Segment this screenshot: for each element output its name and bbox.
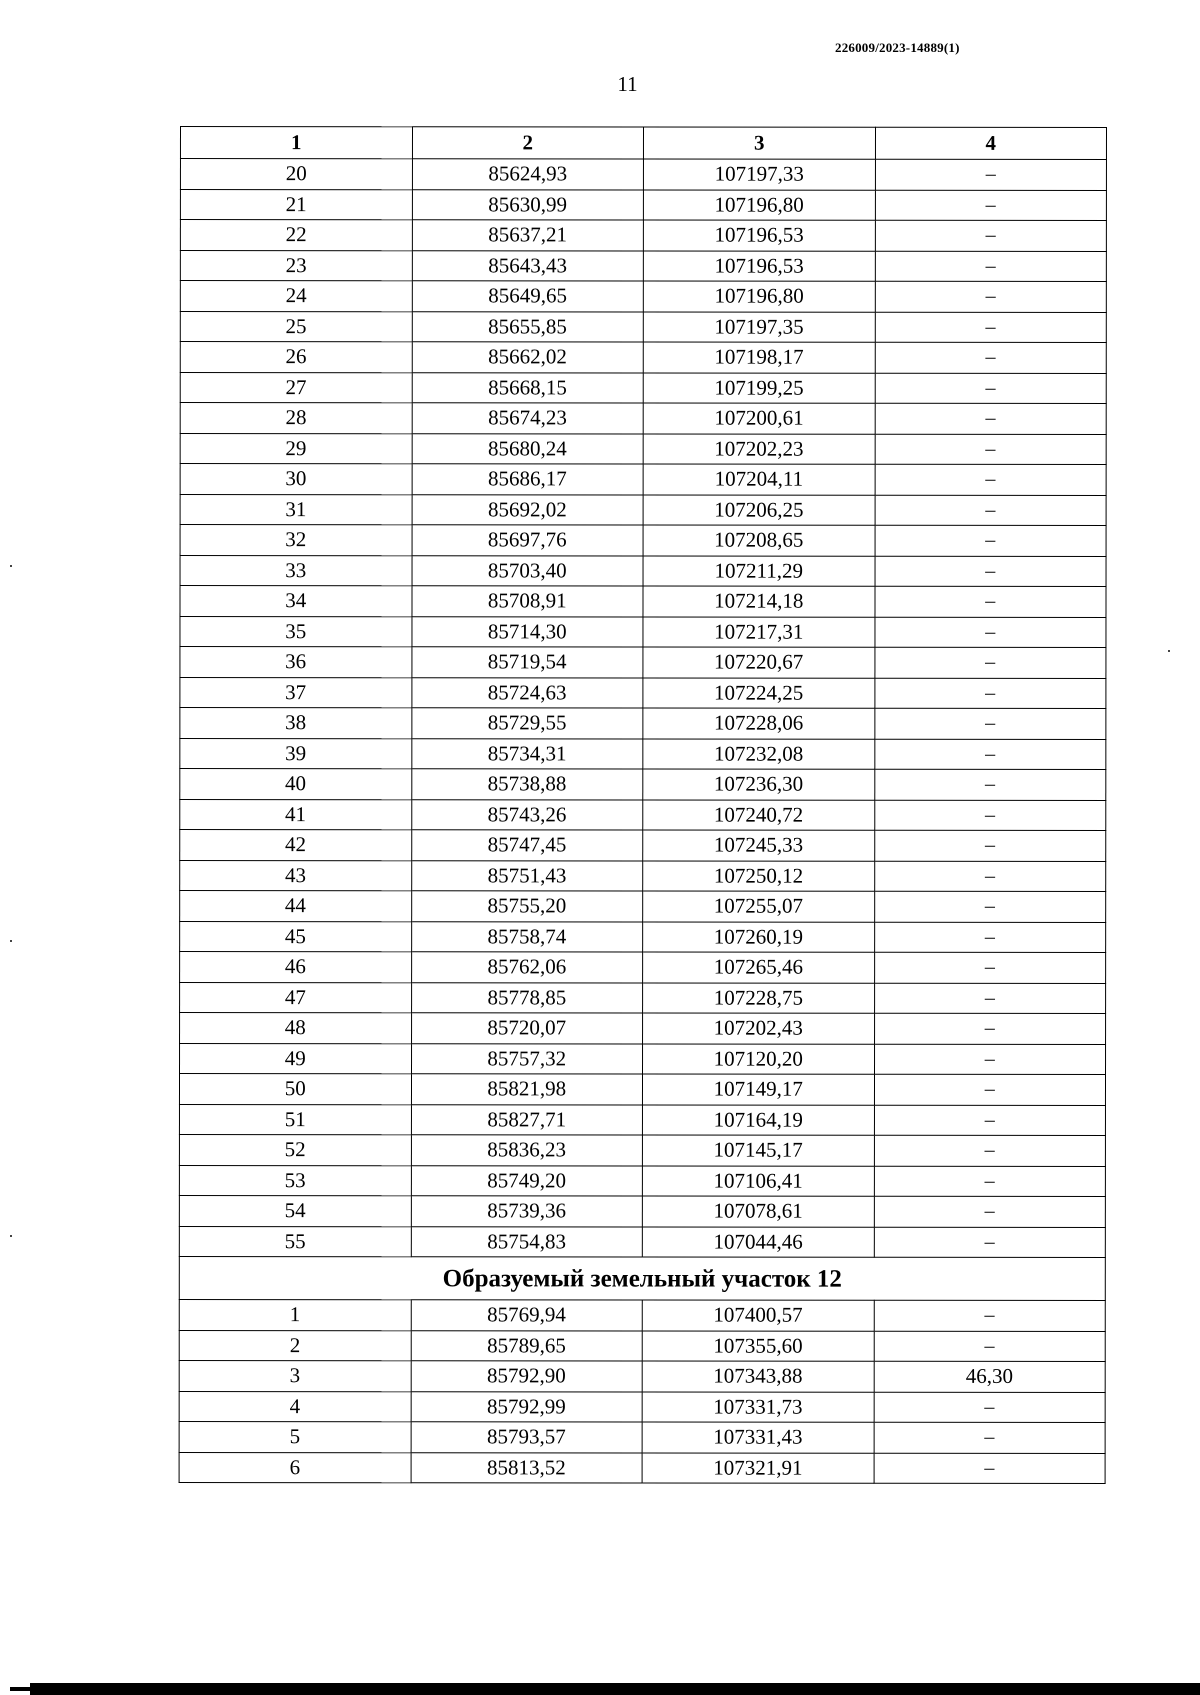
x-coordinate-cell: 85789,65	[411, 1330, 643, 1361]
point-number-cell: 27	[180, 372, 412, 403]
table-row	[180, 830, 1106, 861]
page-number: 11	[617, 72, 638, 96]
x-coordinate-cell: 85720,07	[411, 1013, 643, 1044]
table-row	[180, 403, 1106, 434]
y-coordinate-cell: 107196,80	[643, 189, 875, 220]
table-row	[180, 677, 1106, 708]
distance-cell: –	[874, 1331, 1106, 1362]
y-coordinate-cell: 107232,08	[643, 738, 875, 769]
point-number-cell: 42	[180, 830, 412, 861]
column-header: 3	[643, 127, 875, 159]
x-coordinate-cell: 85649,65	[412, 281, 644, 312]
distance-cell: –	[875, 159, 1107, 190]
distance-cell: –	[874, 1453, 1106, 1484]
point-number-cell: 47	[180, 982, 412, 1013]
column-header: 2	[412, 127, 644, 159]
table-row	[180, 799, 1106, 830]
table-row	[179, 1330, 1105, 1361]
x-coordinate-cell: 85643,43	[412, 250, 644, 281]
y-coordinate-cell: 107196,80	[643, 281, 875, 312]
point-number-cell: 36	[180, 647, 412, 678]
coordinates-table	[179, 126, 1107, 1484]
distance-cell: –	[875, 434, 1107, 465]
distance-cell: –	[875, 251, 1107, 282]
table-row	[180, 982, 1106, 1013]
table-row	[180, 555, 1106, 586]
point-number-cell: 38	[180, 708, 412, 739]
point-number-cell: 26	[180, 342, 412, 373]
x-coordinate-cell: 85755,20	[411, 891, 643, 922]
distance-cell: –	[875, 495, 1107, 526]
table-row	[180, 525, 1106, 556]
distance-cell: –	[874, 922, 1106, 953]
x-coordinate-cell: 85668,15	[412, 372, 644, 403]
point-number-cell: 29	[180, 433, 412, 464]
y-coordinate-cell: 107211,29	[643, 555, 875, 586]
y-coordinate-cell: 107355,60	[642, 1330, 874, 1361]
x-coordinate-cell: 85836,23	[411, 1135, 643, 1166]
distance-cell: –	[874, 1166, 1106, 1197]
y-coordinate-cell: 107206,25	[643, 494, 875, 525]
x-coordinate-cell: 85637,21	[412, 220, 644, 251]
y-coordinate-cell: 107240,72	[643, 799, 875, 830]
point-number-cell: 43	[180, 860, 412, 891]
y-coordinate-cell: 107331,43	[642, 1422, 874, 1453]
table-row	[180, 891, 1106, 922]
distance-cell: –	[874, 983, 1106, 1014]
point-number-cell: 52	[179, 1135, 411, 1166]
y-coordinate-cell: 107196,53	[643, 250, 875, 281]
section-header-row	[179, 1256, 1105, 1300]
table-row	[180, 220, 1106, 251]
y-coordinate-cell: 107120,20	[643, 1043, 875, 1074]
distance-cell: –	[875, 342, 1107, 373]
x-coordinate-cell: 85778,85	[411, 982, 643, 1013]
point-number-cell: 50	[179, 1074, 411, 1105]
distance-cell: –	[875, 190, 1107, 221]
table-row	[179, 1391, 1105, 1422]
y-coordinate-cell: 107204,11	[643, 464, 875, 495]
table-row	[180, 616, 1106, 647]
distance-cell: –	[874, 1227, 1106, 1258]
x-coordinate-cell: 85792,99	[411, 1391, 643, 1422]
x-coordinate-cell: 85827,71	[411, 1104, 643, 1135]
point-number-cell: 49	[180, 1043, 412, 1074]
table-header	[180, 127, 1106, 160]
x-coordinate-cell: 85680,24	[412, 433, 644, 464]
y-coordinate-cell: 107321,91	[642, 1452, 874, 1483]
x-coordinate-cell: 85729,55	[411, 708, 643, 739]
y-coordinate-cell: 107343,88	[642, 1361, 874, 1392]
table-row	[180, 464, 1106, 495]
point-number-cell: 2	[179, 1330, 411, 1361]
y-coordinate-cell: 107202,23	[643, 433, 875, 464]
distance-cell: –	[874, 1074, 1106, 1105]
scan-edge-bar	[30, 1683, 1200, 1695]
table-row	[179, 1226, 1105, 1257]
point-number-cell: 4	[179, 1391, 411, 1422]
y-coordinate-cell: 107199,25	[643, 372, 875, 403]
distance-cell: –	[874, 1135, 1106, 1166]
point-number-cell: 55	[179, 1226, 411, 1257]
distance-cell: –	[875, 373, 1107, 404]
distance-cell: –	[874, 1105, 1106, 1136]
y-coordinate-cell: 107228,06	[643, 708, 875, 739]
table-row	[180, 372, 1106, 403]
distance-cell: –	[874, 1013, 1106, 1044]
table-row	[180, 952, 1106, 983]
x-coordinate-cell: 85754,83	[411, 1226, 643, 1257]
table-row	[180, 281, 1106, 312]
y-coordinate-cell: 107196,53	[643, 220, 875, 251]
table-row	[179, 1135, 1105, 1166]
x-coordinate-cell: 85769,94	[411, 1300, 643, 1331]
x-coordinate-cell: 85757,32	[411, 1043, 643, 1074]
x-coordinate-cell: 85749,20	[411, 1165, 643, 1196]
table-body	[179, 159, 1106, 1258]
header-row	[180, 127, 1106, 160]
distance-cell: –	[874, 1196, 1106, 1227]
x-coordinate-cell: 85813,52	[411, 1452, 643, 1483]
distance-cell: –	[874, 891, 1106, 922]
table-row	[180, 311, 1106, 342]
y-coordinate-cell: 107224,25	[643, 677, 875, 708]
table-row	[180, 250, 1106, 281]
distance-cell: –	[875, 556, 1107, 587]
y-coordinate-cell: 107255,07	[643, 891, 875, 922]
table-row	[179, 1195, 1105, 1226]
y-coordinate-cell: 107197,35	[643, 311, 875, 342]
point-number-cell: 51	[179, 1104, 411, 1135]
x-coordinate-cell: 85692,02	[412, 494, 644, 525]
scan-speck	[10, 1235, 12, 1237]
distance-cell: –	[874, 617, 1106, 648]
x-coordinate-cell: 85743,26	[411, 799, 643, 830]
point-number-cell: 24	[180, 281, 412, 312]
distance-cell: –	[874, 830, 1106, 861]
y-coordinate-cell: 107044,46	[642, 1226, 874, 1257]
x-coordinate-cell: 85793,57	[411, 1422, 643, 1453]
y-coordinate-cell: 107106,41	[642, 1165, 874, 1196]
x-coordinate-cell: 85630,99	[412, 189, 644, 220]
y-coordinate-cell: 107220,67	[643, 647, 875, 678]
table-row	[180, 738, 1106, 769]
point-number-cell: 5	[179, 1421, 411, 1452]
y-coordinate-cell: 107400,57	[642, 1300, 874, 1331]
x-coordinate-cell: 85724,63	[411, 677, 643, 708]
point-number-cell: 31	[180, 494, 412, 525]
distance-cell: –	[874, 952, 1106, 983]
y-coordinate-cell: 107164,19	[642, 1104, 874, 1135]
distance-cell: –	[875, 281, 1107, 312]
table-row	[180, 159, 1106, 190]
point-number-cell: 32	[180, 525, 412, 556]
x-coordinate-cell: 85686,17	[412, 464, 644, 495]
document-id: 226009/2023-14889(1)	[835, 40, 960, 55]
point-number-cell: 37	[180, 677, 412, 708]
distance-cell: –	[875, 464, 1107, 495]
y-coordinate-cell: 107149,17	[642, 1074, 874, 1105]
y-coordinate-cell: 107250,12	[643, 860, 875, 891]
distance-cell: –	[875, 312, 1107, 343]
column-header: 4	[875, 127, 1107, 159]
y-coordinate-cell: 107265,46	[643, 952, 875, 983]
x-coordinate-cell: 85792,90	[411, 1361, 643, 1392]
distance-cell: –	[874, 708, 1106, 739]
distance-cell: –	[874, 1422, 1106, 1453]
distance-cell: 46,30	[874, 1361, 1106, 1392]
table-row	[180, 921, 1106, 952]
y-coordinate-cell: 107198,17	[643, 342, 875, 373]
point-number-cell: 6	[179, 1452, 411, 1483]
distance-cell: –	[874, 800, 1106, 831]
x-coordinate-cell: 85734,31	[411, 738, 643, 769]
y-coordinate-cell: 107217,31	[643, 616, 875, 647]
x-coordinate-cell: 85655,85	[412, 311, 644, 342]
point-number-cell: 33	[180, 555, 412, 586]
x-coordinate-cell: 85662,02	[412, 342, 644, 373]
distance-cell: –	[875, 525, 1107, 556]
distance-cell: –	[874, 1044, 1106, 1075]
y-coordinate-cell: 107208,65	[643, 525, 875, 556]
point-number-cell: 48	[180, 1013, 412, 1044]
x-coordinate-cell: 85751,43	[411, 860, 643, 891]
point-number-cell: 34	[180, 586, 412, 617]
table-row	[179, 1452, 1105, 1483]
section-title: Образуемый земельный участок 12	[179, 1256, 1105, 1300]
x-coordinate-cell: 85674,23	[412, 403, 644, 434]
x-coordinate-cell: 85697,76	[412, 525, 644, 556]
scan-speck	[10, 565, 12, 567]
table-row	[179, 1104, 1105, 1135]
table-row	[180, 586, 1106, 617]
point-number-cell: 41	[180, 799, 412, 830]
point-number-cell: 3	[179, 1360, 411, 1391]
point-number-cell: 39	[180, 738, 412, 769]
table-row	[180, 189, 1106, 220]
distance-cell: –	[874, 647, 1106, 678]
y-coordinate-cell: 107078,61	[642, 1196, 874, 1227]
scan-speck	[1168, 650, 1170, 652]
table-row	[179, 1165, 1105, 1196]
table-row	[180, 1043, 1106, 1074]
x-coordinate-cell: 85738,88	[411, 769, 643, 800]
x-coordinate-cell: 85708,91	[411, 586, 643, 617]
x-coordinate-cell: 85758,74	[411, 921, 643, 952]
point-number-cell: 22	[180, 220, 412, 251]
table-row	[180, 769, 1106, 800]
point-number-cell: 1	[179, 1299, 411, 1330]
y-coordinate-cell: 107331,73	[642, 1391, 874, 1422]
point-number-cell: 53	[179, 1165, 411, 1196]
distance-cell: –	[874, 586, 1106, 617]
table-row	[179, 1421, 1105, 1452]
point-number-cell: 45	[180, 921, 412, 952]
table-row	[179, 1074, 1105, 1105]
distance-cell: –	[874, 739, 1106, 770]
x-coordinate-cell: 85739,36	[411, 1196, 643, 1227]
table-row	[179, 1360, 1105, 1391]
table-row	[180, 1013, 1106, 1044]
point-number-cell: 40	[180, 769, 412, 800]
distance-cell: –	[874, 769, 1106, 800]
x-coordinate-cell: 85714,30	[411, 616, 643, 647]
x-coordinate-cell: 85719,54	[411, 647, 643, 678]
table-row	[180, 860, 1106, 891]
table-row	[179, 1299, 1105, 1330]
distance-cell: –	[875, 220, 1107, 251]
table-row	[180, 647, 1106, 678]
point-number-cell: 21	[180, 189, 412, 220]
y-coordinate-cell: 107260,19	[643, 921, 875, 952]
y-coordinate-cell: 107236,30	[643, 769, 875, 800]
section-table-body	[179, 1299, 1105, 1483]
point-number-cell: 35	[180, 616, 412, 647]
distance-cell: –	[874, 861, 1106, 892]
distance-cell: –	[874, 1300, 1106, 1331]
point-number-cell: 28	[180, 403, 412, 434]
point-number-cell: 25	[180, 311, 412, 342]
point-number-cell: 20	[180, 159, 412, 190]
y-coordinate-cell: 107200,61	[643, 403, 875, 434]
table-row	[180, 433, 1106, 464]
table-row	[180, 494, 1106, 525]
x-coordinate-cell: 85821,98	[411, 1074, 643, 1105]
y-coordinate-cell: 107245,33	[643, 830, 875, 861]
point-number-cell: 44	[180, 891, 412, 922]
x-coordinate-cell: 85747,45	[411, 830, 643, 861]
y-coordinate-cell: 107214,18	[643, 586, 875, 617]
x-coordinate-cell: 85624,93	[412, 159, 644, 190]
column-header: 1	[180, 127, 412, 159]
point-number-cell: 54	[179, 1195, 411, 1226]
y-coordinate-cell: 107197,33	[643, 159, 875, 190]
x-coordinate-cell: 85762,06	[411, 952, 643, 983]
point-number-cell: 46	[180, 952, 412, 983]
table-row	[180, 342, 1106, 373]
distance-cell: –	[874, 678, 1106, 709]
scan-speck	[10, 940, 12, 942]
y-coordinate-cell: 107228,75	[643, 982, 875, 1013]
table-row	[180, 708, 1106, 739]
distance-cell: –	[874, 1392, 1106, 1423]
y-coordinate-cell: 107145,17	[642, 1135, 874, 1166]
section-header-body	[179, 1256, 1105, 1300]
distance-cell: –	[875, 403, 1107, 434]
point-number-cell: 23	[180, 250, 412, 281]
point-number-cell: 30	[180, 464, 412, 495]
x-coordinate-cell: 85703,40	[412, 555, 644, 586]
y-coordinate-cell: 107202,43	[643, 1013, 875, 1044]
